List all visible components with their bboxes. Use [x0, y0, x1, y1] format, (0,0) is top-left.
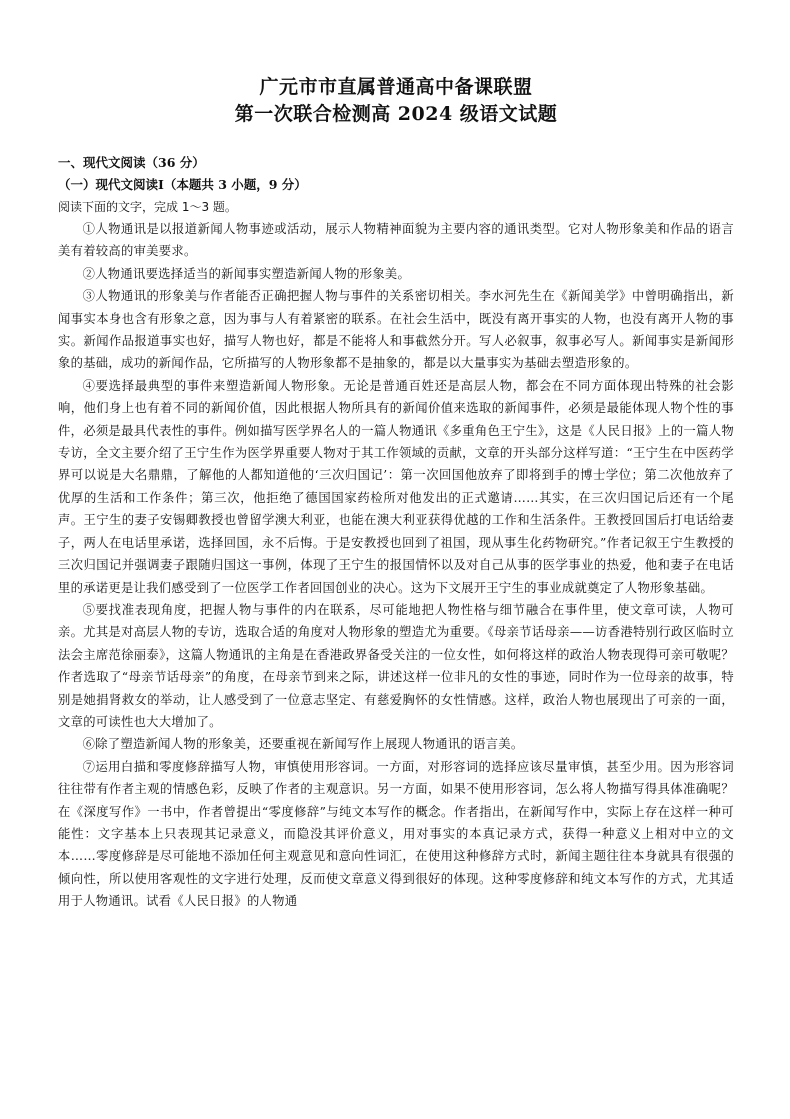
subsection-heading: （一）现代文阅读Ⅰ（本题共 3 小题，9 分） — [58, 177, 307, 192]
exam-title-line1: 广元市市直属普通高中备课联盟 — [259, 76, 533, 98]
exam-title-line2: 第一次联合检测高 2024 级语文试题 — [234, 103, 558, 125]
title-block — [58, 74, 734, 128]
passage-paragraph-3: ③人物通讯的形象美与作者能否正确把握人物与事件的关系密切相关。李水河先生在《新闻美学》中曾明确指出，新闻事实本身也含有形象之意，因为事与人有着紧密的联系。在社会生活中，既没有离开事实的人物，也没有离开人物的事实。新闻作品报道事实也好，描写人物也好，都是不能将人和事截然分开。写人必叙事，叙事必写人。新闻事实是新闻形象的基础，成功的新闻作品，它所描写的人物形象都不是抽象的，都是以大量事实为基础去塑造形象的。 — [58, 289, 734, 371]
passage-paragraph-2: ②人物通讯要选择适当的新闻事实塑造新闻人物的形象美。 — [82, 266, 411, 281]
reading-instruction: 阅读下面的文字，完成 1～3 题。 — [58, 200, 237, 214]
passage-paragraph-4: ④要选择最典型的事件来塑造新闻人物形象。无论是普通百姓还是高层人物，都会在不同方面体现出特殊的社会影响，他们身上也有着不同的新闻价值，因此根据人物所具有的新闻价值来选取的新闻事件，必须是最能体现人物个性的事件，必须是最具代表性的事件。例如描写医学界名人的一篇人物通讯《多重角色王宁生》，这是《人民日报》上的一篇人物专访，全文主要介绍了王宁生作为医学界重要人物对于其工作领域的贡献，文章的开头部分这样写道：“王宁生在中医药学界可以说是大名鼎鼎，了解他的人都知道他的‘三次归国记’：第一次回国他放弃了即将到手的博士学位；第二次他放弃了优厚的生活和工作条件；第三次，他拒绝了德国国家药检所对他发出的正式邀请……其实，在三次归国记后还有一个尾声。王宁生的妻子安锡卿教授也曾留学澳大利亚，也能在澳大利亚获得优越的工作和生活条件。王教授回国后打电话给妻子，两人在电话里承诺，选择回国，永不后悔。于是安教授也回到了祖国，现从事生化药物研究。”作者记叙王宁生教授的三次归国记并强调妻子跟随归国这一事例，体现了王宁生的报国情怀以及对自己从事的医学事业的热爱，他和妻子在电话里的承诺更是让我们感受到了一位医学工作者回国创业的决心。这为下文展开王宁生的事业成就奠定了人物形象基础。 — [58, 378, 734, 595]
passage-paragraph-6: ⑥除了塑造新闻人物的形象美，还要重视在新闻写作上展现人物通讯的语言美。 — [82, 737, 524, 752]
section-heading: 一、现代文阅读（36 分） — [58, 155, 205, 170]
passage-paragraph-5: ⑤要找准表现角度，把握人物与事件的内在联系，尽可能地把人物性格与细节融合在事件里，使文章可读，人物可亲。尤其是对高层人物的专访，选取合适的角度对人物形象的塑造尤为重要。《母亲节话母亲——访香港特别行政区临时立法会主席范徐丽泰》，这篇人物通讯的主角是在香港政界备受关注的一位女性，如何将这样的政治人物表现得可亲可敬呢？作者选取了“母亲节话母亲”的角度，在母亲节到来之际，讲述这样一位非凡的女性的事迹，同时作为一位母亲的故事，特别是她捐肾救女的举动，让人感受到了一位意志坚定、有慈爱胸怀的女性情感。这样，政治人物也展现出了可亲的一面，文章的可读性也大大增加了。 — [58, 602, 734, 729]
passage — [58, 218, 734, 913]
passage-paragraph-1: ①人物通讯是以报道新闻人物事迹或活动，展示人物精神面貌为主要内容的通讯类型。它对人物形象美和作品的语言美有着较高的审美要求。 — [58, 222, 734, 259]
passage-paragraph-7: ⑦运用白描和零度修辞描写人物，审慎使用形容词。一方面，对形容词的选择应该尽量审慎，甚至少用。因为形容词往往带有作者主观的情感色彩，反映了作者的主观意识。另一方面，如果不使用形容词，怎么将人物描写得具体准确呢？在《深度写作》一书中，作者曾提出“零度修辞”与纯文本写作的概念。作者指出，在新闻写作中，实际上存在这样一种可能性：文字基本上只表现其记录意义，而隐没其评价意义，用对事实的本真记录方式，获得一种意义上相对中立的文本……零度修辞是尽可能地不添加任何主观意见和意向性词汇，在使用这种修辞方式时，新闻主题往往本身就具有很强的倾向性，所以使用客观性的文字进行处理，反而使文章意义得到很好的体现。这种零度修辞和纯文本写作的方式，尤其适用于人物通讯。试看《人民日报》的人物通 — [58, 759, 734, 909]
